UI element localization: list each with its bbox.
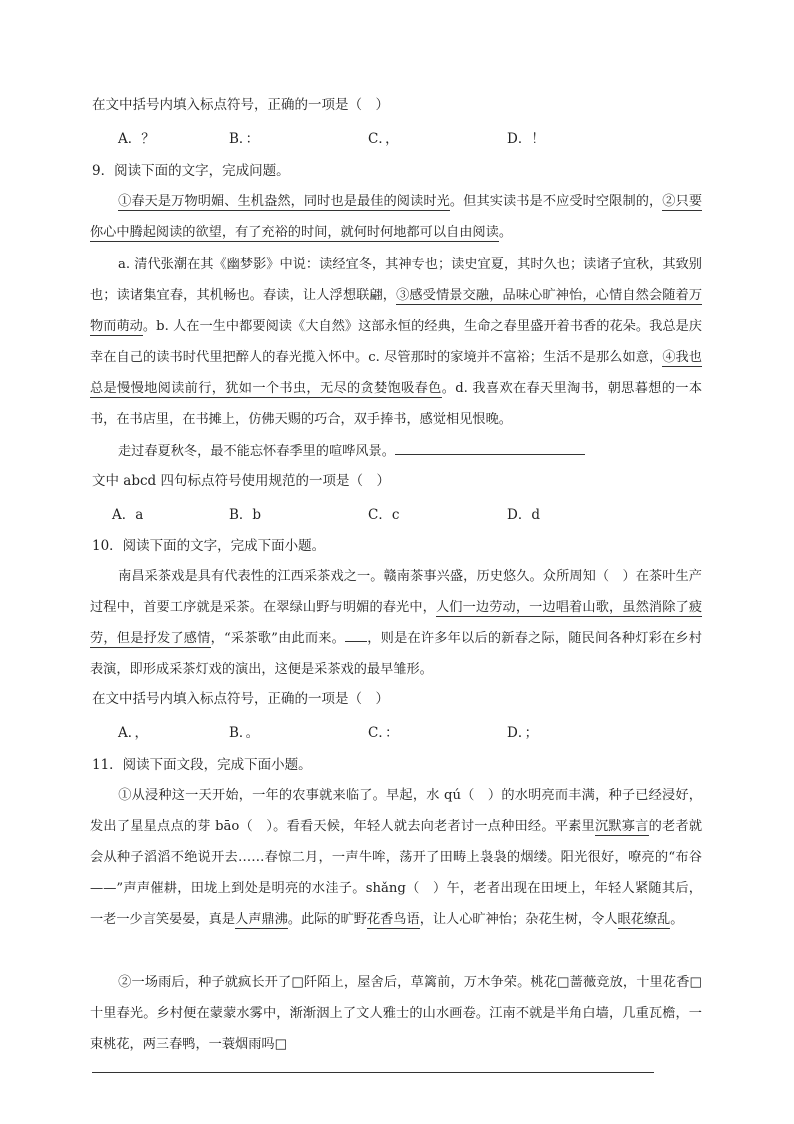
q10-option-b[interactable]: B．。 — [229, 725, 260, 741]
q11-idiom-3: 花香鸟语 — [366, 912, 420, 927]
q11-paragraph-1: ①从浸种这一天开始，一年的农事就来临了。早起，水 qú（ ）的水明亮而丰满，种子已经浸好，发出了星星点点的芽 bāo（ ）。看看天候，年轻人就去向老者讨一点种田经。平素里沉默寡言的老者就会从种子滔滔不绝说开去……春惊二月，一声牛哞，荡开了田畴上袅袅的烟缕。阳光很好，嘹亮的“布谷——”声声催耕，田垅上到处是明亮的水洼子。shǎng（ ）午，老者出现在田埂上，年轻人紧随其后，一老一少言笑晏晏，真是人声鼎沸。此际的旷野花香鸟语，让人心旷神怡；杂花生树，令人眼花缭乱。 — [90, 788, 703, 927]
q8-option-d[interactable]: D．！ — [507, 131, 545, 147]
q10-title: 10．阅读下面的文字，完成下面小题。 — [92, 538, 326, 554]
q9-stem: 文中 abcd 四句标点符号使用规范的一项是（ ） — [92, 473, 390, 489]
q10-option-c[interactable]: C．： — [368, 725, 399, 741]
q8-stem: 在文中括号内填入标点符号，正确的一项是（ ） — [92, 97, 389, 113]
q10-paragraph: 南昌采茶戏是具有代表性的江西采茶戏之一。赣南茶事兴盛，历史悠久。众所周知（ ）在茶叶生产过程中，首要工序就是采茶。在翠绿山野与明媚的春光中，人们一边劳动，一边唱着山歌，虽然消除了疲劳，但是抒发了感情，“采茶歌”由此而来。 ，则是在许多年以后的新春之际，随民间各种灯彩在乡村表演，即形成采茶灯戏的演出，这便是采茶戏的最早雏形。 — [90, 569, 703, 677]
q9-sentence-4: ④我也总是慢慢地阅读前行，犹如一个书虫，无尽的贪婪饱吸春色 — [90, 350, 702, 396]
q8-option-a[interactable]: A．？ — [118, 131, 155, 147]
q9-sentence-1: ①春天是万物明媚、生机盎然，同时也是最佳的阅读时光 — [118, 194, 450, 209]
q11-paragraph-2: ②一场雨后，种子就疯长开了□阡陌上，屋舍后，草篱前，万木争荣。桃花□蔷薇竞放，十里花香□十里春光。乡村便在蒙蒙水雾中，渐渐洇上了文人雅士的山水画卷。江南不就是半角白墙，几重瓦檐，一束桃花，两三春鸭，一蓑烟雨吗□ — [90, 975, 702, 1052]
q9-paragraph-3: 走过春夏秋冬，最不能忘怀春季里的喧哗风景。 — [90, 436, 702, 467]
q9-answer-blank[interactable] — [395, 442, 585, 455]
q9-options — [0, 506, 794, 524]
q10-underlined-sentence: 人们一边劳动，一边唱着山歌，虽然消除了疲劳，但是抒发了感情 — [90, 600, 703, 646]
q11-idiom-2: 人声鼎沸 — [235, 912, 288, 927]
q9-option-a[interactable]: A．a — [112, 507, 144, 523]
q9-option-b[interactable]: B．b — [229, 507, 262, 523]
q8-options — [0, 130, 794, 148]
q9-paragraph-1: ①春天是万物明媚、生机盎然，同时也是最佳的阅读时光。但其实读书是不应受时空限制的，②只要你心中腾起阅读的欲望，有了充裕的时间，就何时何地都可以自由阅读。 — [90, 194, 703, 240]
bottom-rule — [92, 1072, 654, 1073]
q9-sentence-2: ②只要你心中腾起阅读的欲望，有了充裕的时间，就何时何地都可以自由阅读 — [90, 194, 703, 240]
q10-option-a[interactable]: A．， — [118, 725, 148, 741]
q11-idiom-1: 沉默寡言 — [594, 819, 649, 834]
q9-sentence-3: ③感受情景交融，品味心旷神怡，心情自然会随着万物而萌动 — [90, 288, 703, 334]
q11-title: 11．阅读下面文段，完成下面小题。 — [92, 757, 312, 773]
q9-option-d[interactable]: D．d — [507, 507, 540, 523]
q10-option-d[interactable]: D．； — [507, 725, 539, 741]
q8-option-b[interactable]: B．： — [229, 131, 260, 147]
q10-blank[interactable] — [345, 629, 367, 642]
q10-options — [0, 724, 794, 742]
q9-paragraph-2: a. 清代张潮在其《幽梦影》中说：读经宜冬，其神专也；读史宜夏，其时久也；读诸子宜秋，其致别也；读诸集宜春，其机畅也。春读，让人浮想联翩，③感受情景交融，品味心旷神怡，心情自然会随着万物而萌动。b. 人在一生中都要阅读《大自然》这部永恒的经典，生命之春里盛开着书香的花朵。我总是庆幸在自己的读书时代里把醉人的春光揽入怀中。c. 尽管那时的家境并不富裕；生活不是那么如意，④我也总是慢慢地阅读前行，犹如一个书虫，无尽的贪婪饱吸春色。d. 我喜欢在春天里淘书，朝思暮想的一本书，在书店里，在书摊上，仿佛天赐的巧合，双手捧书，感觉相见恨晚。 — [90, 257, 703, 427]
q10-stem: 在文中括号内填入标点符号，正确的一项是（ ） — [92, 691, 389, 707]
q9-title: 9．阅读下面的文字，完成问题。 — [92, 163, 290, 179]
q9-option-c[interactable]: C．c — [368, 507, 400, 523]
q8-option-c[interactable]: C．， — [368, 131, 399, 147]
q11-idiom-4: 眼花缭乱 — [617, 912, 671, 927]
